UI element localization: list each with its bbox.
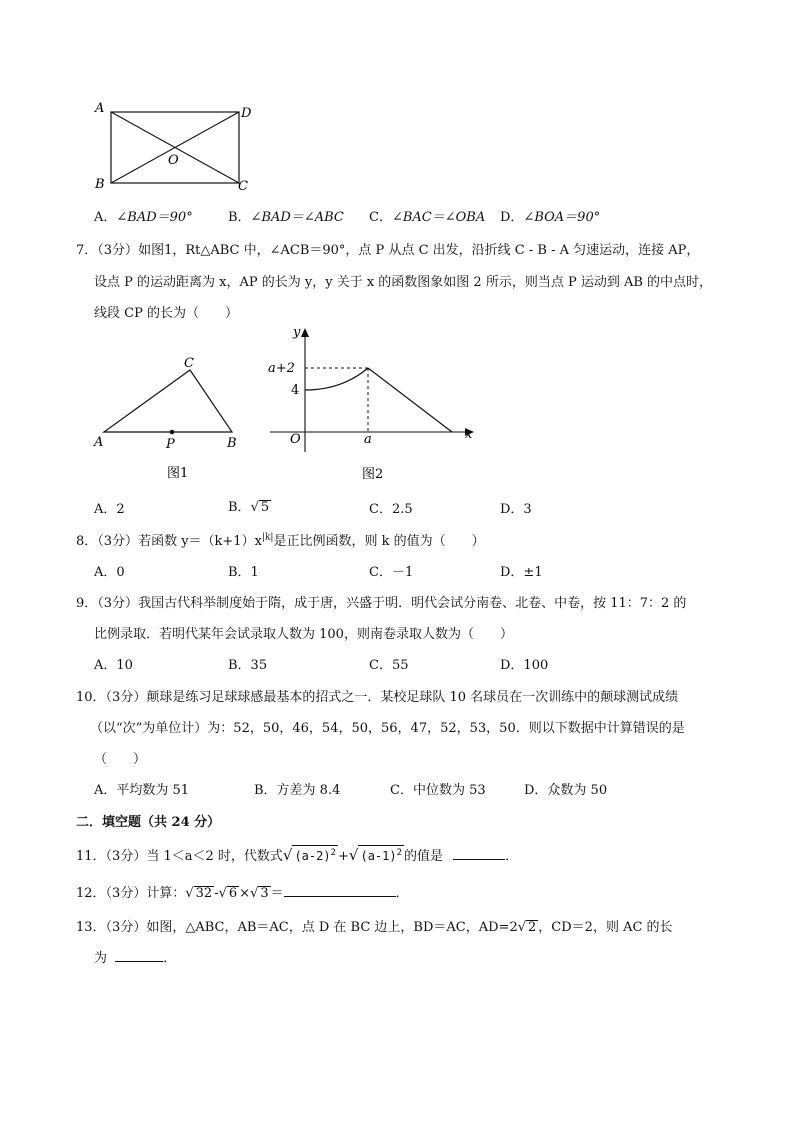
sqrt-symbol: √ <box>517 920 527 935</box>
function-graph <box>262 320 492 486</box>
sqrt-symbol: √ <box>185 886 194 901</box>
label-A: A <box>95 101 105 116</box>
graph-curve <box>305 368 368 390</box>
question-number: 7． <box>76 243 98 258</box>
q6-option-a[interactable] <box>94 206 193 225</box>
axis-label-x: x <box>465 427 473 442</box>
radicand: 3 <box>260 886 269 901</box>
option-text: ∠BAD＝90° <box>116 210 193 225</box>
question-number: 12． <box>76 886 106 901</box>
q7-figure1 <box>88 352 248 482</box>
q13-line2: 为 ． <box>94 951 177 966</box>
q13-line1 <box>76 916 673 935</box>
q6-option-b[interactable] <box>228 206 344 225</box>
question-text: 如图，△ABC，AB＝AC，点 D 在 BC 边上，BD＝AC，AD=2 <box>146 920 518 935</box>
radicand-text: (a-2) <box>294 849 331 863</box>
question-score: （3分） <box>105 849 147 864</box>
question-score: （3分） <box>105 920 147 935</box>
plus-sign: + <box>338 849 349 864</box>
q9-option-d[interactable]: D．100 <box>500 658 549 673</box>
q7-option-d[interactable]: D．3 <box>500 502 532 517</box>
q6-option-d[interactable] <box>500 206 600 225</box>
triangle-abc <box>104 370 232 432</box>
radicand-2 <box>358 845 404 863</box>
tick-a: a <box>364 432 372 447</box>
label-C: C <box>238 179 248 194</box>
point-P <box>170 430 175 435</box>
q8-option-a[interactable]: A．0 <box>94 565 125 580</box>
q7-option-a[interactable]: A．2 <box>94 502 125 517</box>
label-B: B <box>227 436 237 451</box>
question-text: 如图1，Rt△ABC 中，∠ACB＝90°，点 P 从点 C 出发，沿折线 C - B - A 匀速运动，连接 AP， <box>138 243 700 258</box>
question-score: （3分） <box>105 886 147 901</box>
label-C: C <box>184 356 194 371</box>
option-letter: D． <box>500 210 524 225</box>
y-axis-arrow <box>301 328 309 337</box>
tick-4: 4 <box>291 383 300 398</box>
label-O: O <box>168 153 179 168</box>
question-text: 的值是 <box>404 849 444 864</box>
question-score: （3分） <box>97 596 139 611</box>
answer-blank[interactable] <box>115 949 163 962</box>
rectangle-figure <box>88 98 258 196</box>
option-letter: B． <box>228 210 251 225</box>
question-score: （3分） <box>97 534 139 549</box>
question-text: 若函数 y＝（k+1）x <box>138 534 262 549</box>
question-text: 我国古代科举制度始于隋，成于唐，兴盛于明．明代会试分南卷、北卷、中卷，按 11：7：2 的 <box>138 596 687 611</box>
minus-sign: - <box>214 886 219 901</box>
radicand-1 <box>292 845 338 863</box>
question-score: （3分） <box>97 243 139 258</box>
label-B: B <box>95 177 105 192</box>
sqrt-symbol: √ <box>282 846 293 864</box>
q8-option-b[interactable]: B．1 <box>228 565 259 580</box>
figure2-caption: 图2 <box>362 467 384 482</box>
q8-option-c[interactable]: C．－1 <box>369 565 414 580</box>
radicand: 2 <box>528 920 537 935</box>
label-D: D <box>241 106 252 121</box>
exponent: 2 <box>396 848 403 858</box>
q7-figure2 <box>262 320 492 486</box>
q7-option-c[interactable]: C．2.5 <box>369 502 413 517</box>
question-text: 为 <box>94 951 108 966</box>
q10-option-b[interactable]: B．方差为 8.4 <box>254 783 341 798</box>
q9-option-b[interactable]: B．35 <box>228 658 268 673</box>
option-letter: B． <box>228 500 251 515</box>
question-text: 是正比例函数，则 k 的值为（ ） <box>273 534 485 549</box>
q9-option-c[interactable]: C．55 <box>369 658 409 673</box>
sqrt-symbol: √ <box>250 886 259 901</box>
q10-option-a[interactable]: A．平均数为 51 <box>94 783 190 798</box>
q7-line1 <box>76 239 699 258</box>
option-text: ∠BAD＝∠ABC <box>250 210 344 225</box>
q8-option-d[interactable]: D．±1 <box>500 565 543 580</box>
q12-line1: 12．（3分）计算：√ 32 -√ 6 ×√ 3 ＝ ． <box>76 886 409 901</box>
sqrt-symbol: √ <box>348 846 359 864</box>
q10-line1 <box>76 686 678 705</box>
graph-line <box>368 368 452 432</box>
q7-option-b[interactable] <box>228 496 271 515</box>
option-text: ∠BAC＝∠OBA <box>391 210 486 225</box>
q9-line1 <box>76 592 686 611</box>
exponent: 2 <box>330 848 336 858</box>
radicand-text: (a-1) <box>360 849 397 863</box>
q7-line2: 设点 P 的运动距离为 x，AP 的长为 y，y 关于 x 的函数图象如图 2 所示，则当点 P 运动到 AB 的中点时， <box>94 275 713 290</box>
question-number: 13． <box>76 920 106 935</box>
q10-option-c[interactable]: C．中位数为 53 <box>390 783 486 798</box>
question-text: ，CD＝2，则 AC 的长 <box>538 920 673 935</box>
origin-label: O <box>290 432 301 447</box>
answer-blank[interactable] <box>284 884 396 897</box>
radicand: 6 <box>228 886 238 901</box>
option-text: ∠BOA＝90° <box>523 210 601 225</box>
question-text: 颠球是练习足球球感最基本的招式之一．某校足球队 10 名球员在一次训练中的颠球测试成绩 <box>146 690 679 705</box>
sqrt-symbol: √ <box>218 886 227 901</box>
axis-label-y: y <box>293 325 301 340</box>
equals-sign: ＝ <box>270 886 284 901</box>
label-P: P <box>166 437 175 452</box>
option-letter: C． <box>369 210 392 225</box>
q9-option-a[interactable]: A．10 <box>94 658 133 673</box>
question-text: 计算： <box>146 886 186 901</box>
question-score: （3分） <box>105 690 147 705</box>
q6-option-c[interactable] <box>369 206 485 225</box>
q11-line1: 11．（3分）当 1＜a＜2 时，代数式√ $(a-2)^2$ +√ $(a-1)^2$ 的值是 ． <box>76 846 519 864</box>
question-number: 11． <box>76 849 106 864</box>
question-number: 9． <box>76 596 98 611</box>
radicand: 5 <box>260 500 270 515</box>
sqrt-symbol: √ <box>250 500 259 515</box>
section-heading: 二．填空题（共 24 分） <box>76 815 221 830</box>
question-text: 当 1＜a＜2 时，代数式 <box>146 849 283 864</box>
times-sign: × <box>239 886 251 901</box>
option-letter: A． <box>94 210 117 225</box>
question-number: 8． <box>76 534 98 549</box>
q10-line2: （以“次”为单位计）为：52，50，46，54，50，56，47，52，53，50．则以下数据中计算错误的是 <box>90 721 685 736</box>
answer-blank[interactable] <box>453 847 505 860</box>
triangle-diagram <box>88 352 248 482</box>
radicand: 32 <box>195 886 213 901</box>
rectangle-diagram <box>88 98 258 196</box>
q8-line1 <box>76 530 485 549</box>
question-number: 10． <box>76 690 106 705</box>
exponent: |k| <box>261 532 274 543</box>
label-A: A <box>94 435 104 450</box>
q9-line2: 比例录取．若明代某年会试录取人数为 100，则南卷录取人数为（ ） <box>94 627 513 642</box>
q7-line3: 线段 CP 的长为（ ） <box>94 306 238 321</box>
tick-a-plus-2: a+2 <box>268 361 295 376</box>
figure1-caption: 图1 <box>167 466 189 481</box>
q10-line3: （ ） <box>94 752 147 767</box>
q10-option-d[interactable]: D．众数为 50 <box>524 783 608 798</box>
